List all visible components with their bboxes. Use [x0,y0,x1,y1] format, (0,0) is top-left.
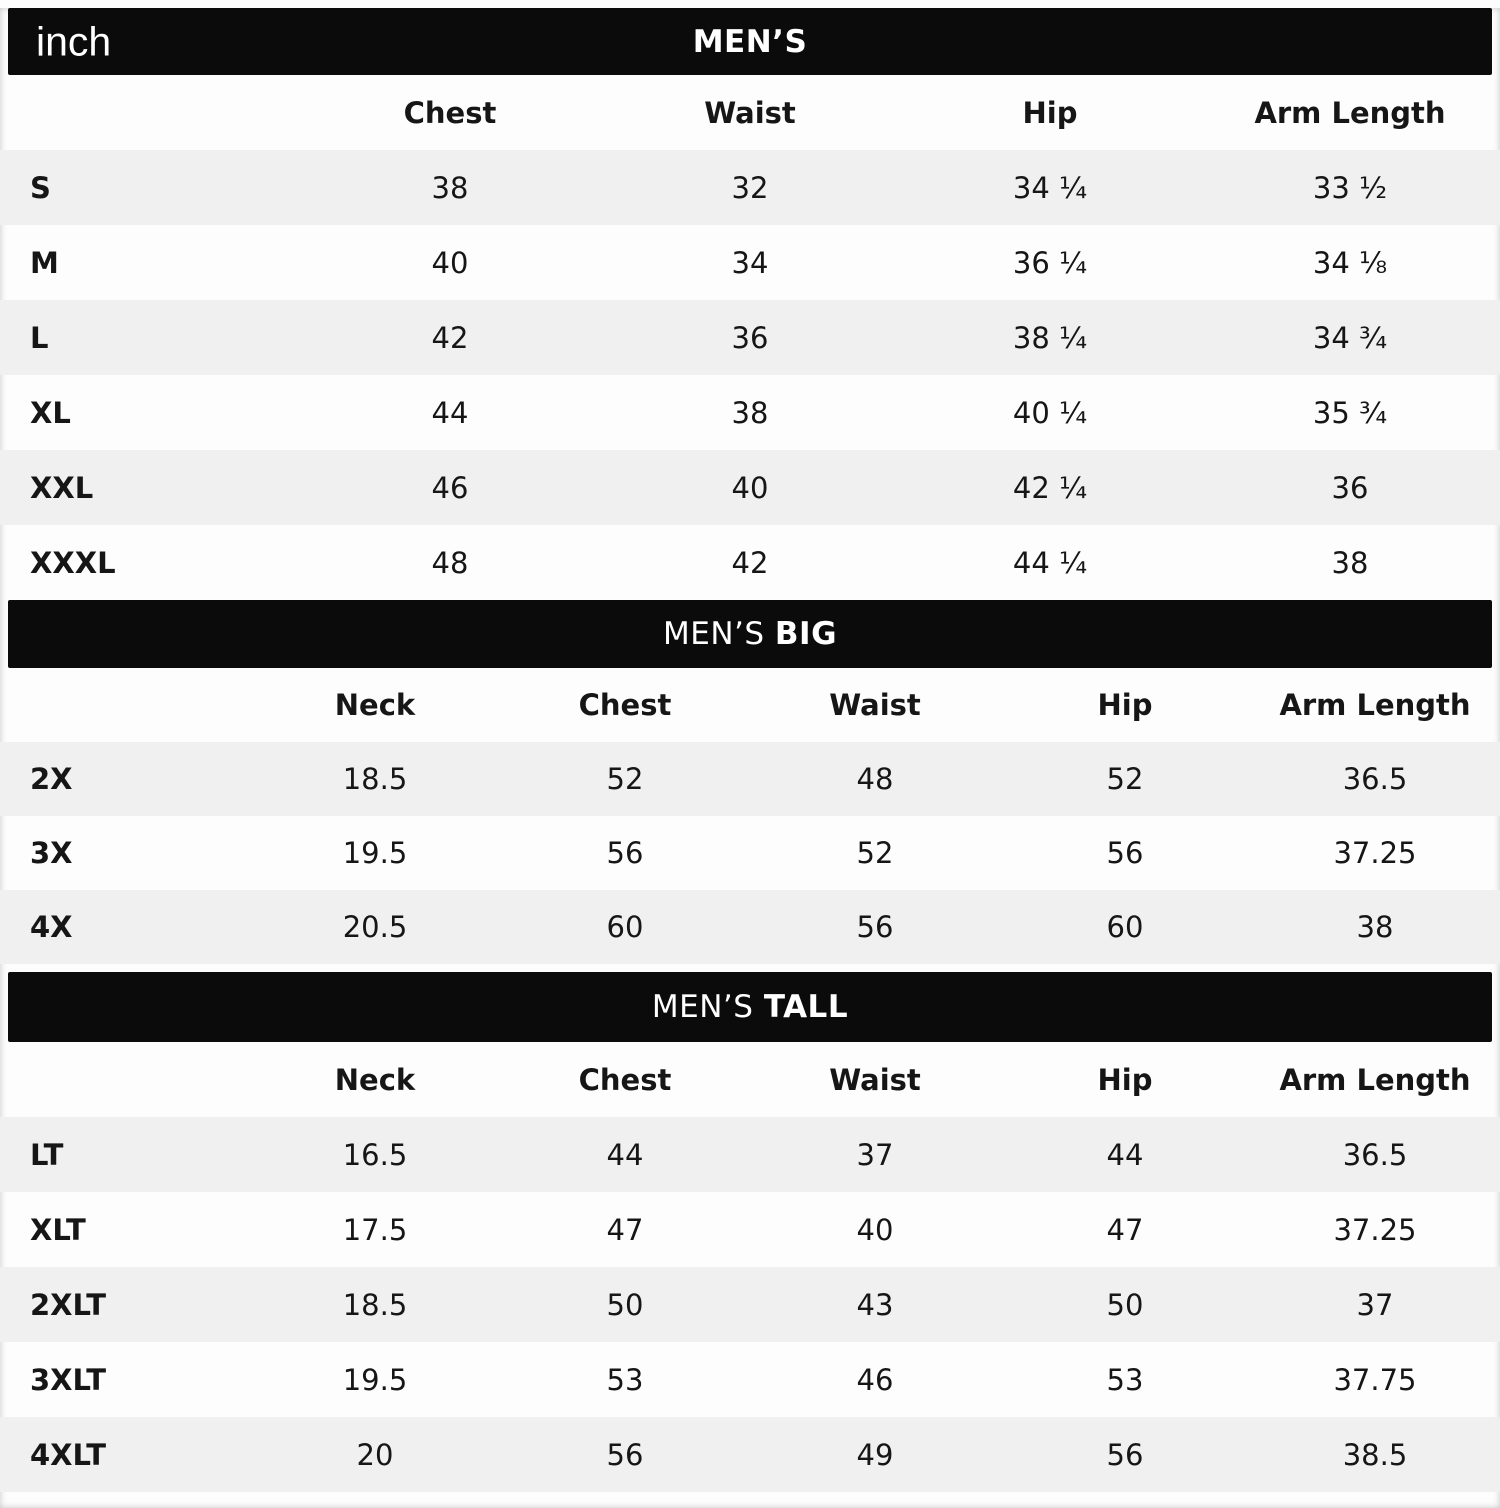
section-title [663,616,837,652]
table-row [0,450,1500,525]
mens-tall-size-table [0,1042,1500,1492]
table-row [0,1417,1500,1492]
measurement-value: 42 ¼ [1012,470,1088,505]
measurement-value: 56 [606,1437,644,1472]
table-row [0,150,1500,225]
measurement-value: 52 [1106,762,1144,796]
measurement-value: 18.5 [342,1287,408,1322]
column-header: Waist [829,1062,921,1097]
measurement-value: 50 [1106,1287,1144,1322]
measurement-value: 53 [1106,1362,1144,1397]
measurement-value: 19.5 [342,1362,408,1397]
section-title-strong: TALL [763,989,849,1025]
measurement-value: 36 [1331,470,1369,505]
section-title [693,24,808,60]
measurement-value: 42 [731,545,769,580]
column-header: Hip [1097,1062,1153,1097]
measurement-value: 44 [1106,1137,1144,1172]
measurement-value: 32 [731,170,769,205]
measurement-value: 40 [731,470,769,505]
column-header: Hip [1022,95,1078,130]
header-row [0,75,1500,150]
column-header: Waist [704,95,796,130]
mens-big-size-table [0,668,1500,964]
size-label: 4X [30,910,73,944]
measurement-value: 52 [856,836,894,870]
size-label: XLT [30,1212,86,1247]
column-header: Chest [403,95,497,130]
measurement-value: 20.5 [342,910,408,944]
measurement-value: 44 [606,1137,644,1172]
unit-label: inch [36,18,112,64]
measurement-value: 60 [1106,910,1144,944]
measurement-value: 36.5 [1342,1137,1408,1172]
measurement-value: 40 [856,1212,894,1247]
size-label: 2XLT [30,1287,106,1322]
measurement-value: 46 [431,470,469,505]
column-header: Chest [578,1062,672,1097]
header-row [0,668,1500,742]
measurement-value: 34 ¾ [1312,320,1388,355]
measurement-value: 33 ½ [1312,170,1388,205]
column-header: Hip [1097,688,1153,722]
header-row [0,1042,1500,1117]
section-title [652,989,848,1025]
section-title-prefix: MEN’S [662,616,765,652]
table-row [0,1267,1500,1342]
section-title-strong: MEN’S [692,23,808,60]
section-header-mens-big [8,600,1492,668]
measurement-value: 60 [606,910,644,944]
measurement-value: 56 [606,836,644,870]
measurement-value: 20 [356,1437,394,1472]
measurement-value: 38 [1331,545,1369,580]
measurement-value: 38.5 [1342,1437,1408,1472]
section-title-strong: BIG [774,616,838,652]
table-row [0,1117,1500,1192]
measurement-value: 38 [731,395,769,430]
column-header: Neck [334,688,416,722]
measurement-value: 18.5 [342,762,408,796]
measurement-value: 19.5 [342,836,408,870]
measurement-value: 38 [431,170,469,205]
measurement-value: 36.5 [1342,762,1408,796]
measurement-value: 48 [431,545,469,580]
measurement-value: 56 [856,910,894,944]
table-row [0,375,1500,450]
size-chart [0,8,1500,1508]
measurement-value: 35 ¾ [1312,395,1388,430]
measurement-value: 34 ¼ [1012,170,1088,205]
measurement-value: 53 [606,1362,644,1397]
measurement-value: 40 [431,245,469,280]
measurement-value: 34 [731,245,769,280]
measurement-value: 42 [431,320,469,355]
size-label: XL [30,395,71,430]
measurement-value: 43 [856,1287,894,1322]
table-row [0,742,1500,816]
column-header: Arm Length [1279,688,1471,722]
measurement-value: 52 [606,762,644,796]
size-label: S [30,170,51,205]
measurement-value: 38 ¼ [1012,320,1088,355]
measurement-value: 56 [1106,836,1144,870]
measurement-value: 50 [606,1287,644,1322]
table-row [0,525,1500,600]
measurement-value: 38 [1356,910,1394,944]
measurement-value: 37 [1356,1287,1394,1322]
table-row [0,300,1500,375]
size-label: XXL [30,470,94,505]
measurement-value: 37.25 [1333,836,1417,870]
measurement-value: 37.25 [1333,1212,1417,1247]
section-header-mens [8,8,1492,75]
table-row [0,816,1500,890]
size-label: L [30,320,49,355]
measurement-value: 46 [856,1362,894,1397]
mens-size-table [0,75,1500,600]
size-label: 3X [30,836,73,870]
section-header-mens-tall [8,972,1492,1042]
measurement-value: 47 [606,1212,644,1247]
size-label: M [30,245,59,280]
measurement-value: 44 ¼ [1012,545,1088,580]
column-header: Neck [334,1062,416,1097]
table-row [0,1192,1500,1267]
measurement-value: 34 ⅛ [1312,245,1388,280]
measurement-value: 36 ¼ [1012,245,1088,280]
table-row [0,890,1500,964]
measurement-value: 47 [1106,1212,1144,1247]
measurement-value: 48 [856,762,894,796]
size-label: 2X [30,762,73,796]
size-label: XXXL [30,545,116,580]
table-row [0,1342,1500,1417]
measurement-value: 17.5 [342,1212,408,1247]
measurement-value: 36 [731,320,769,355]
column-header: Arm Length [1279,1062,1471,1097]
measurement-value: 37.75 [1333,1362,1417,1397]
measurement-value: 37 [856,1137,894,1172]
size-label: 4XLT [30,1437,106,1472]
table-row [0,225,1500,300]
measurement-value: 44 [431,395,469,430]
measurement-value: 40 ¼ [1012,395,1088,430]
measurement-value: 16.5 [342,1137,408,1172]
section-title-prefix: MEN’S [651,989,754,1025]
column-header: Waist [829,688,921,722]
measurement-value: 56 [1106,1437,1144,1472]
column-header: Chest [578,688,672,722]
size-label: 3XLT [30,1362,106,1397]
column-header: Arm Length [1254,95,1446,130]
size-label: LT [30,1137,64,1172]
measurement-value: 49 [856,1437,894,1472]
